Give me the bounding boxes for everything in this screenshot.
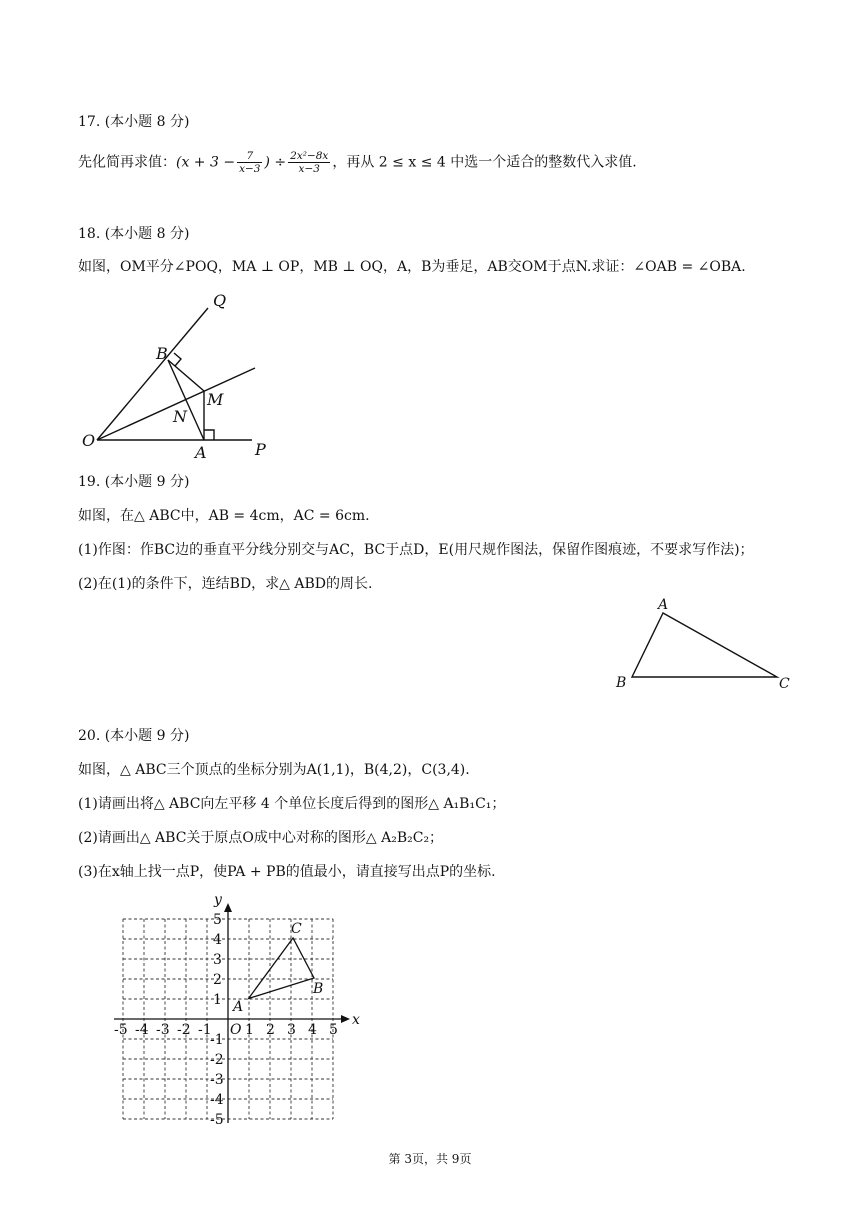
q17-problem [78,150,637,175]
q19-header: 19. (本小题 9 分) [78,474,190,490]
y-tick-label: 3 [213,952,222,968]
q19-label-b: B [616,675,627,691]
q20-label-c: C [291,921,302,937]
x-tick-label: -1 [198,1022,212,1038]
q17-expr-left: (x + 3 − [176,154,236,171]
q20-x-axis-label: x [352,1012,360,1028]
q19-part2: (2)在(1)的条件下，连结BD，求△ ABD的周长. [78,576,373,592]
y-tick-label: 4 [213,932,222,948]
q17-fraction-2 [288,150,330,175]
q18-label-b: B [156,344,168,363]
q18-text: 如图，OM平分∠POQ，MA ⊥ OP，MB ⊥ OQ，A，B为垂足，AB交OM于点N.求证：∠OAB = ∠OBA. [78,259,746,275]
q20-y-axis-arrow [224,903,232,912]
q18-segment-mb [168,360,204,391]
y-tick-label: -3 [210,1072,224,1088]
q20-text: 如图，△ ABC三个顶点的坐标分别为A(1,1)，B(4,2)，C(3,4). [78,762,470,778]
q17-header: 17. (本小题 8 分) [78,114,190,130]
q19-label-a: A [658,597,669,613]
q20-x-axis-arrow [341,1015,350,1023]
q20-header: 20. (本小题 9 分) [78,728,190,744]
q18-label-p: P [255,440,266,459]
q17-fraction-1 [237,150,262,175]
q20-axes [114,903,350,1123]
q20-x-tick-labels [114,1022,338,1038]
q18-ray-oq [97,308,208,440]
y-tick-label: -4 [210,1092,224,1108]
q17-frac2-denominator: x−3 [298,163,320,175]
q18-label-m: M [207,390,224,409]
q20-label-a: A [233,999,244,1015]
q18-segment-ab [168,360,204,440]
q18-label-o: O [82,431,96,450]
x-tick-label: -2 [177,1022,191,1038]
q19-part1: (1)作图：作BC边的垂直平分线分别交与AC，BC于点D，E(用尺规作图法，保留作图痕迹，不要求写作法)； [78,542,754,558]
y-tick-label: -2 [210,1052,224,1068]
q17-frac1-numerator: 7 [237,150,262,163]
q18-label-n: N [173,407,187,426]
q20-y-tick-labels [210,912,224,1128]
x-tick-label: -4 [135,1022,149,1038]
y-tick-label: 2 [213,972,222,988]
x-tick-label: -3 [156,1022,170,1038]
q17-suffix: ，再从 2 ≤ x ≤ 4 中选一个适合的整数代入求值. [332,154,637,171]
x-tick-label: 4 [308,1022,317,1038]
x-tick-label: -5 [114,1022,128,1038]
page-footer: 第 3页，共 9页 [388,1152,472,1166]
q18-label-q: Q [213,291,227,310]
q17-frac1-denominator: x−3 [239,163,261,175]
y-tick-label: -1 [210,1032,224,1048]
q18-right-angle-a [204,430,214,440]
y-tick-label: 5 [213,912,222,928]
x-tick-label: 2 [266,1022,275,1038]
q20-origin-label: O [230,1022,242,1038]
q20-triangle-abc [249,938,315,999]
q20-grid-lines [123,919,333,1119]
q18-header: 18. (本小题 8 分) [78,226,190,242]
q19-text: 如图，在△ ABC中，AB = 4cm，AC = 6cm. [78,508,370,524]
q18-right-angle-b [174,353,181,366]
q18-ray-om [97,368,255,440]
q19-label-c: C [779,676,790,692]
x-tick-label: 1 [245,1022,254,1038]
q17-frac2-numerator: 2x²−8x [290,150,329,162]
q17-expr-mid: ) ÷ [264,154,287,171]
x-tick-label: 5 [329,1022,338,1038]
q20-part1: (1)请画出将△ ABC向左平移 4 个单位长度后得到的图形△ A₁B₁C₁； [78,796,506,812]
q20-y-axis-label: y [214,892,222,908]
q18-label-a: A [195,443,207,462]
y-tick-label: -5 [210,1112,224,1128]
q20-label-b: B [313,981,324,997]
x-tick-label: 3 [287,1022,296,1038]
y-tick-label: 1 [213,992,222,1008]
q19-triangle-abc [632,613,777,677]
q20-part3: (3)在x轴上找一点P，使PA + PB的值最小，请直接写出点P的坐标. [78,864,496,880]
q20-part2: (2)请画出△ ABC关于原点O成中心对称的图形△ A₂B₂C₂； [78,830,444,846]
q17-prefix: 先化简再求值： [78,154,176,171]
